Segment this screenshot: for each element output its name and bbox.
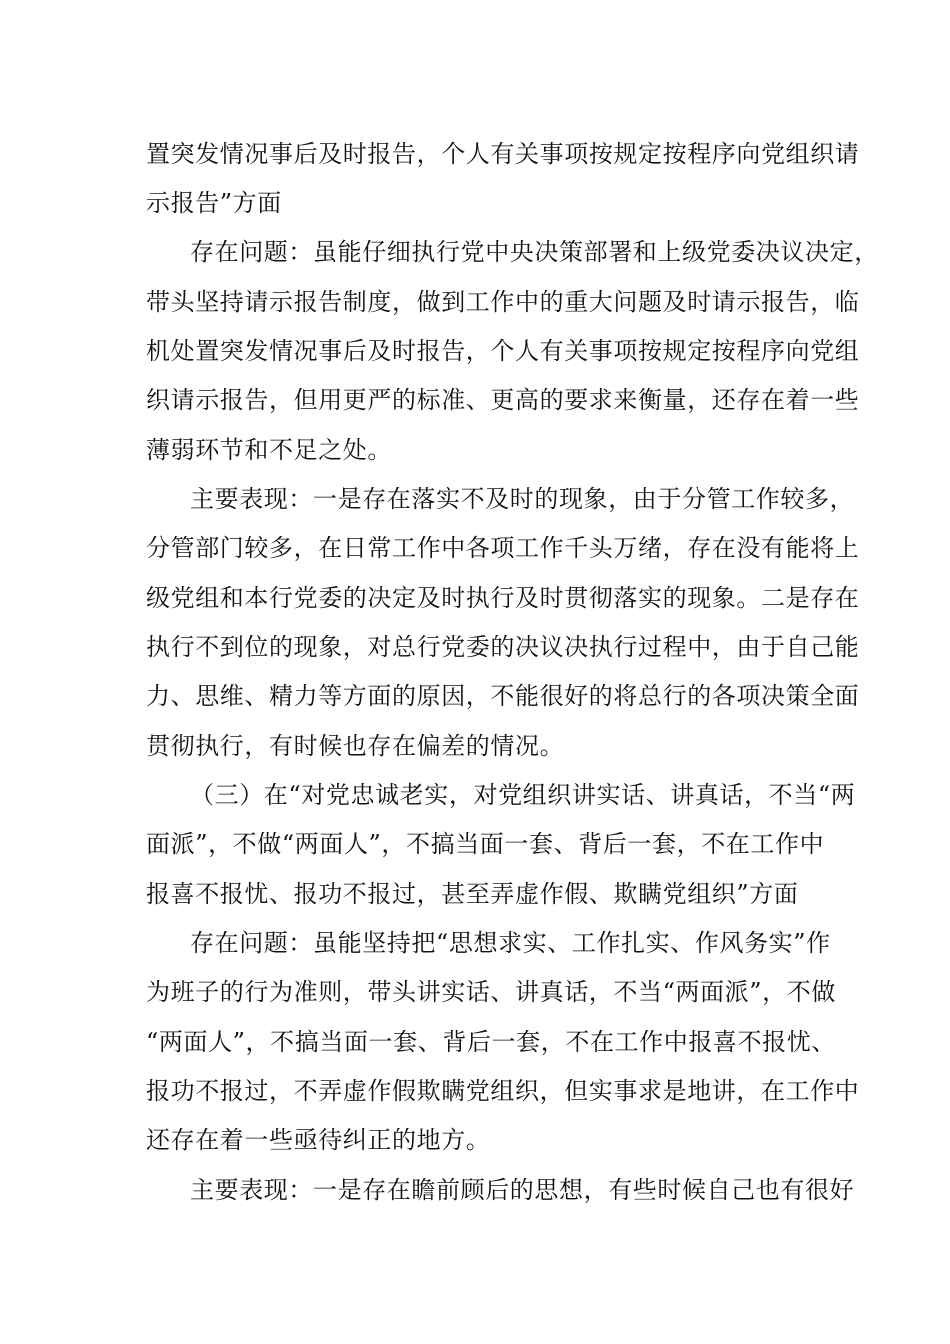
- text-line: 薄弱环节和不足之处。: [146, 436, 392, 464]
- text-line: 贯彻执行，有时候也存在偏差的情况。: [146, 732, 565, 760]
- text-line: 执行不到位的现象，对总行党委的决议决执行过程中，由于自己能: [146, 633, 860, 661]
- text-line: 报喜不报忧、报功不报过，甚至弄虚作假、欺瞒党组织”方面: [146, 880, 799, 908]
- text-line: 带头坚持请示报告制度，做到工作中的重大问题及时请示报告，临: [146, 288, 860, 316]
- paragraph-start-line: 存在问题：虽能坚持把“思想求实、工作扎实、作风务实”作: [190, 929, 831, 957]
- paragraph-start-line: 存在问题：虽能仔细执行党中央决策部署和上级党委决议决定，: [190, 238, 879, 266]
- text-line: 置突发情况事后及时报告，个人有关事项按规定按程序向党组织请: [146, 140, 860, 168]
- paragraph-start-line: 主要表现：一是存在瞻前顾后的思想，有些时候自己也有很好: [190, 1176, 855, 1204]
- text-line: 报功不报过，不弄虚作假欺瞒党组织，但实事求是地讲，在工作中: [146, 1077, 860, 1105]
- text-line: 面派”，不做“两面人”，不搞当面一套、背后一套，不在工作中: [146, 830, 825, 858]
- text-line: “两面人”，不搞当面一套、背后一套，不在工作中报喜不报忧、: [146, 1028, 836, 1056]
- section-heading-line: （三）在“对党忠诚老实，对党组织讲实话、讲真话，不当“两: [190, 781, 856, 809]
- paragraph-start-line: 主要表现：一是存在落实不及时的现象，由于分管工作较多，: [190, 485, 855, 513]
- text-line: 还存在着一些亟待纠正的地方。: [146, 1126, 491, 1154]
- text-line: 分管部门较多，在日常工作中各项工作千头万绪，存在没有能将上: [146, 534, 860, 562]
- text-line: 机处置突发情况事后及时报告，个人有关事项按规定按程序向党组: [146, 337, 860, 365]
- text-line: 织请示报告，但用更严的标准、更高的要求来衡量，还存在着一些: [146, 386, 860, 414]
- text-line: 级党组和本行党委的决定及时执行及时贯彻落实的现象。二是存在: [146, 584, 860, 612]
- text-line: 示报告”方面: [146, 189, 282, 217]
- text-line: 为班子的行为准则，带头讲实话、讲真话，不当“两面派”，不做: [146, 978, 836, 1006]
- text-line: 力、思维、精力等方面的原因，不能很好的将总行的各项决策全面: [146, 682, 860, 710]
